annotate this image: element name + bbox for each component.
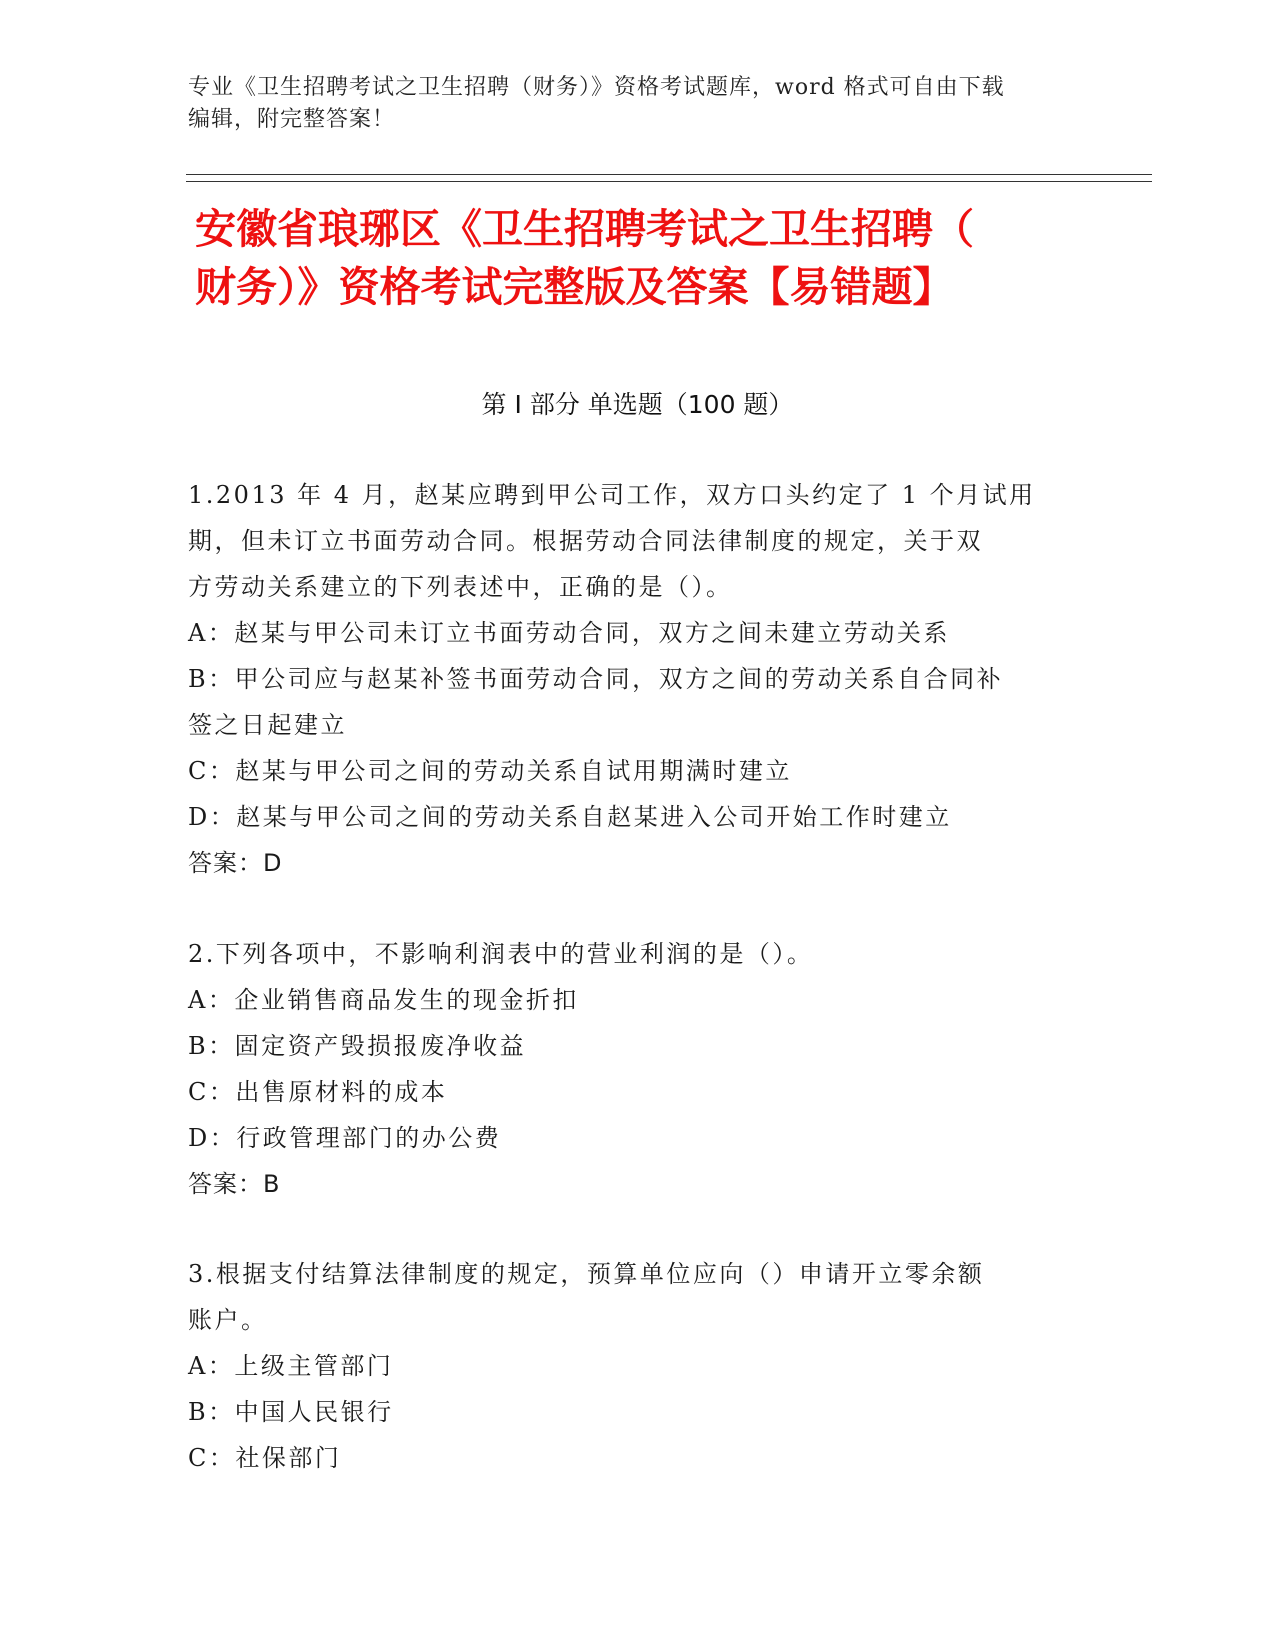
question-1-option-b: B：甲公司应与赵某补签书面劳动合同，双方之间的劳动关系自合同补 xyxy=(188,665,1004,693)
question-3-option-c: C：社保部门 xyxy=(188,1444,342,1472)
question-2 xyxy=(188,931,1068,1207)
document-title-line-1: 安徽省琅琊区《卫生招聘考试之卫生招聘（ xyxy=(195,205,974,253)
question-2-option-a: A：企业销售商品发生的现金折扣 xyxy=(188,986,579,1014)
question-1 xyxy=(188,472,1068,886)
question-3-stem-line-1: 3.根据支付结算法律制度的规定，预算单位应向（）申请开立零余额 xyxy=(188,1260,985,1288)
question-2-stem-line-1: 2.下列各项中，不影响利润表中的营业利润的是（）。 xyxy=(188,940,814,968)
question-3-option-a: A：上级主管部门 xyxy=(188,1352,394,1380)
question-1-stem-line-2: 期，但未订立书面劳动合同。根据劳动合同法律制度的规定，关于双 xyxy=(188,527,983,555)
section-title: 第 I 部分 单选题（100 题） xyxy=(481,390,794,419)
question-1-stem-line-1: 1.2013 年 4 月，赵某应聘到甲公司工作，双方口头约定了 1 个月试用 xyxy=(188,481,1036,509)
document-title xyxy=(195,200,1095,316)
question-1-answer: 答案：D xyxy=(188,849,283,877)
question-1-option-c: C：赵某与甲公司之间的劳动关系自试用期满时建立 xyxy=(188,757,792,785)
question-1-stem-line-3: 方劳动关系建立的下列表述中，正确的是（）。 xyxy=(188,573,733,601)
question-1-option-d: D：赵某与甲公司之间的劳动关系自赵某进入公司开始工作时建立 xyxy=(188,803,952,831)
question-2-answer: 答案：B xyxy=(188,1170,281,1198)
question-1-option-b-cont: 签之日起建立 xyxy=(188,711,347,739)
header-note-line-1: 专业《卫生招聘考试之卫生招聘（财务）》资格考试题库，word 格式可自由下载 xyxy=(188,75,1005,100)
question-1-option-a: A：赵某与甲公司未订立书面劳动合同，双方之间未建立劳动关系 xyxy=(188,619,950,647)
question-3-stem-line-2: 账户。 xyxy=(188,1306,268,1334)
question-3 xyxy=(188,1251,1068,1481)
question-2-option-b: B：固定资产毁损报废净收益 xyxy=(188,1032,527,1060)
header-rule-bottom xyxy=(186,181,1152,182)
header-note-line-2: 编辑，附完整答案！ xyxy=(188,107,396,132)
question-2-option-d: D：行政管理部门的办公费 xyxy=(188,1124,502,1152)
header-rule-top xyxy=(186,174,1152,175)
question-2-option-c: C：出售原材料的成本 xyxy=(188,1078,448,1106)
document-title-line-2: 财务）》资格考试完整版及答案【易错题】 xyxy=(195,263,954,311)
header-note xyxy=(188,72,1088,136)
question-3-option-b: B：中国人民银行 xyxy=(188,1398,394,1426)
